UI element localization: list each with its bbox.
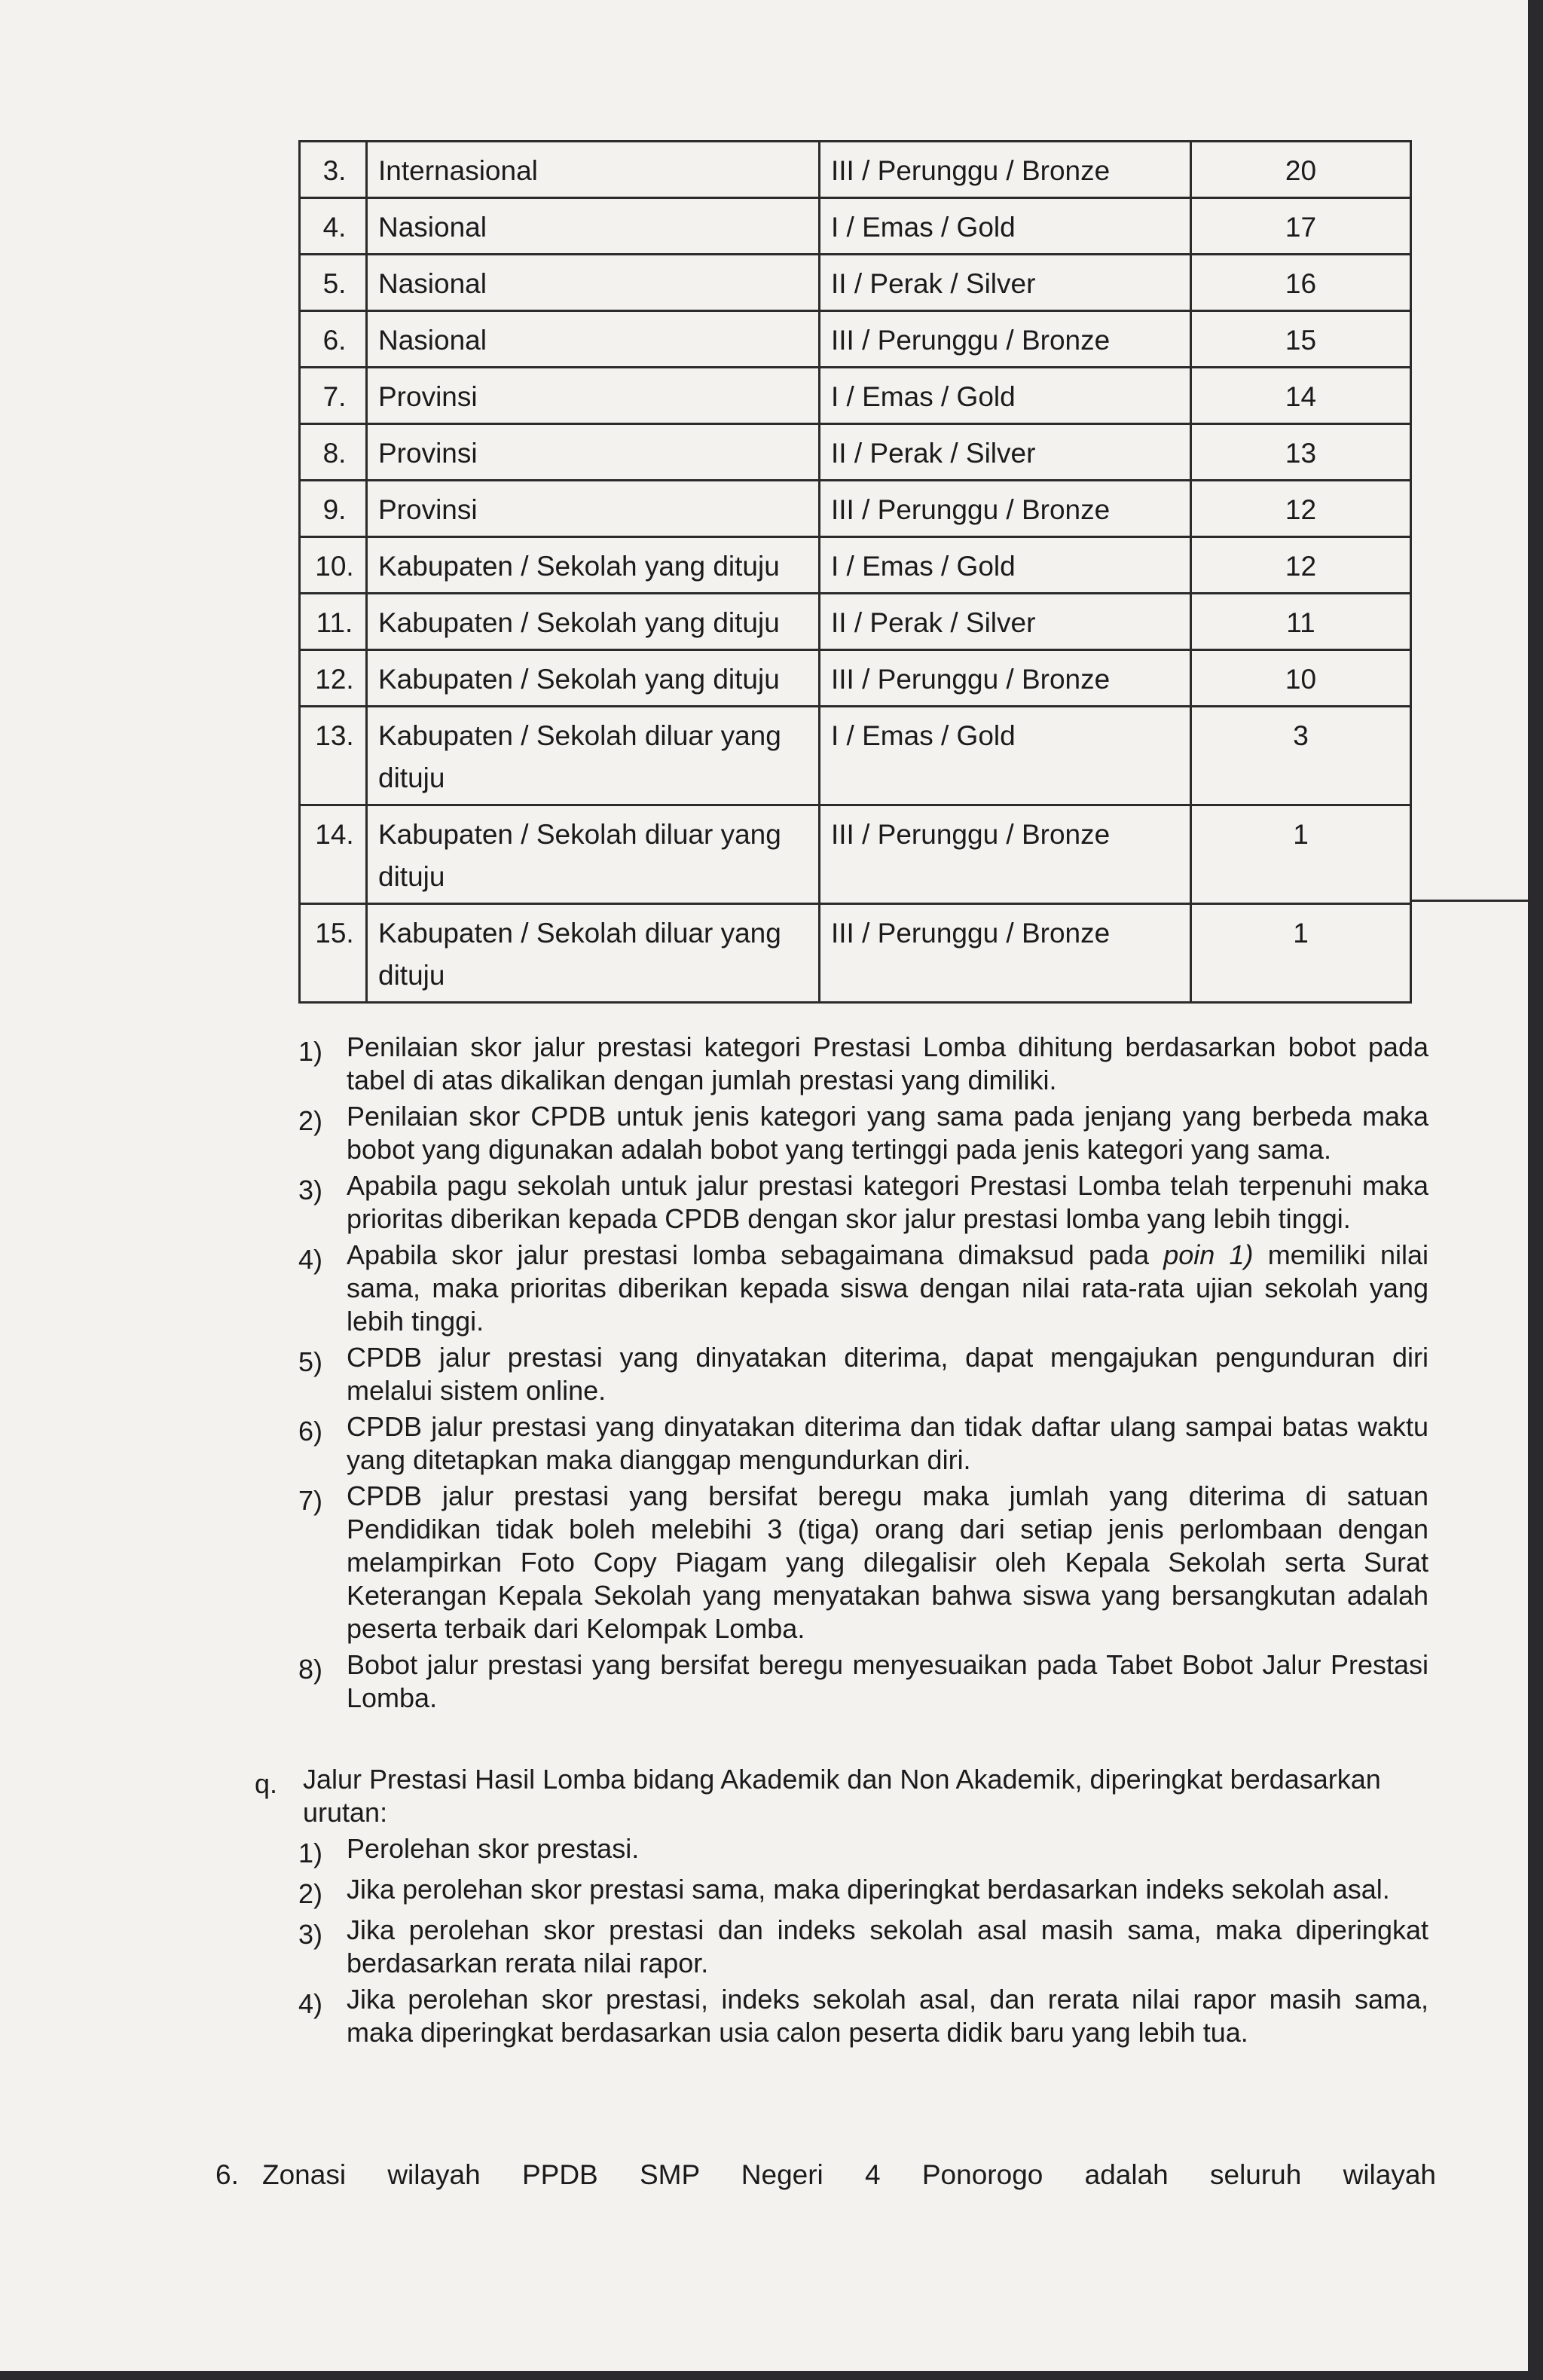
- list-item: [298, 1031, 1428, 1097]
- row-rank: I / Emas / Gold: [820, 198, 1191, 255]
- section-heading: [255, 1763, 1430, 1829]
- row-score: 16: [1191, 255, 1411, 311]
- row-level: Provinsi: [367, 368, 820, 424]
- section-letter: q.: [255, 1768, 278, 1799]
- row-level: Kabupaten / Sekolah diluar yang dituju: [367, 707, 820, 805]
- row-score: 13: [1191, 424, 1411, 481]
- row-number: 12.: [300, 650, 367, 707]
- list-number: 5): [298, 1346, 323, 1377]
- list-text: Jika perolehan skor prestasi sama, maka diperingkat berdasarkan indeks sekolah asal.: [347, 1874, 1390, 1905]
- table-row: [300, 424, 1411, 481]
- section-text: Jalur Prestasi Hasil Lomba bidang Akademik dan Non Akademik, diperingkat berdasarkan urutan:: [303, 1764, 1381, 1828]
- list-text: Perolehan skor prestasi.: [347, 1833, 640, 1864]
- row-number: 8.: [300, 424, 367, 481]
- list-text: Apabila pagu sekolah untuk jalur prestasi kategori Prestasi Lomba telah terpenuhi maka prioritas diberikan kepada CPDB dengan skor jalur prestasi lomba yang lebih tinggi.: [347, 1170, 1428, 1234]
- list-text: CPDB jalur prestasi yang dinyatakan diterima dan tidak daftar ulang sampai batas waktu yang ditetapkan maka dianggap mengundurkan diri.: [347, 1411, 1428, 1475]
- ranking-order-list: [298, 1832, 1428, 2049]
- list-item: [298, 1100, 1428, 1166]
- row-number: 15.: [300, 904, 367, 1003]
- list-item: [298, 1480, 1428, 1645]
- table-row: [300, 481, 1411, 537]
- row-rank: III / Perunggu / Bronze: [820, 904, 1191, 1003]
- row-rank: I / Emas / Gold: [820, 537, 1191, 594]
- table-border-extension: [1412, 900, 1528, 902]
- list-item: [298, 1341, 1428, 1407]
- row-score: 3: [1191, 707, 1411, 805]
- list-text: Penilaian skor jalur prestasi kategori Prestasi Lomba dihitung berdasarkan bobot pada tabel di atas dikalikan dengan jumlah prestasi yang dimiliki.: [347, 1031, 1428, 1095]
- list-number: 7): [298, 1485, 323, 1516]
- row-score: 17: [1191, 198, 1411, 255]
- row-score: 11: [1191, 594, 1411, 650]
- table-row: [300, 805, 1411, 904]
- list-text-part: memiliki nilai sama, maka prioritas diberikan kepada siswa dengan nilai rata-rata ujian sekolah yang lebih tinggi.: [347, 1239, 1428, 1337]
- table-row: [300, 594, 1411, 650]
- bobot-prestasi-table: [298, 140, 1412, 1004]
- list-number: 2): [298, 1105, 323, 1136]
- list-text: [347, 1239, 1428, 1338]
- row-score: 15: [1191, 311, 1411, 368]
- row-number: 10.: [300, 537, 367, 594]
- row-rank: I / Emas / Gold: [820, 368, 1191, 424]
- row-score: 20: [1191, 142, 1411, 198]
- row-number: 3.: [300, 142, 367, 198]
- row-score: 1: [1191, 805, 1411, 904]
- row-number: 4.: [300, 198, 367, 255]
- list-text: Jika perolehan skor prestasi, indeks sekolah asal, dan rerata nilai rapor masih sama, maka diperingkat berdasarkan usia calon peserta didik baru yang lebih tua.: [347, 1984, 1428, 2048]
- list-number: 8): [298, 1654, 323, 1685]
- row-rank: I / Emas / Gold: [820, 707, 1191, 805]
- row-level: Kabupaten / Sekolah yang dituju: [367, 650, 820, 707]
- row-level: Kabupaten / Sekolah diluar yang dituju: [367, 904, 820, 1003]
- item-number: 6.: [215, 2159, 239, 2190]
- row-number: 13.: [300, 707, 367, 805]
- row-rank: III / Perunggu / Bronze: [820, 481, 1191, 537]
- row-score: 10: [1191, 650, 1411, 707]
- notes-list: [298, 1031, 1428, 1718]
- row-number: 14.: [300, 805, 367, 904]
- list-text: Penilaian skor CPDB untuk jenis kategori yang sama pada jenjang yang berbeda maka bobot yang digunakan adalah bobot yang tertinggi pada jenis kategori yang sama.: [347, 1101, 1428, 1165]
- row-number: 11.: [300, 594, 367, 650]
- table-row: [300, 198, 1411, 255]
- row-level: Provinsi: [367, 481, 820, 537]
- row-level: Nasional: [367, 255, 820, 311]
- list-number: 2): [298, 1878, 323, 1909]
- item-6: [215, 2156, 1436, 2194]
- table-row: [300, 142, 1411, 198]
- list-text-part: Apabila skor jalur prestasi lomba sebagaimana dimaksud pada: [347, 1239, 1164, 1270]
- table-row: [300, 255, 1411, 311]
- list-item: [298, 1648, 1428, 1715]
- list-item: [298, 1832, 1428, 1870]
- list-number: 4): [298, 1988, 323, 2019]
- list-item: [298, 1873, 1428, 1911]
- row-score: 12: [1191, 481, 1411, 537]
- row-level: Internasional: [367, 142, 820, 198]
- list-item: [298, 1410, 1428, 1477]
- row-rank: III / Perunggu / Bronze: [820, 805, 1191, 904]
- row-score: 1: [1191, 904, 1411, 1003]
- row-rank: III / Perunggu / Bronze: [820, 142, 1191, 198]
- row-score: 14: [1191, 368, 1411, 424]
- list-text: Bobot jalur prestasi yang bersifat beregu menyesuaikan pada Tabet Bobot Jalur Prestasi Lomba.: [347, 1649, 1428, 1713]
- list-text-emphasis: poin 1): [1163, 1239, 1254, 1270]
- row-level: Kabupaten / Sekolah yang dituju: [367, 594, 820, 650]
- table-row: [300, 537, 1411, 594]
- row-number: 6.: [300, 311, 367, 368]
- row-number: 5.: [300, 255, 367, 311]
- row-number: 9.: [300, 481, 367, 537]
- table-row: [300, 368, 1411, 424]
- list-number: 4): [298, 1244, 323, 1275]
- row-level: Provinsi: [367, 424, 820, 481]
- scan-border-bottom: [0, 2371, 1543, 2380]
- section-q: [255, 1763, 1430, 2052]
- list-number: 1): [298, 1838, 323, 1868]
- row-level: Nasional: [367, 198, 820, 255]
- list-number: 1): [298, 1036, 323, 1067]
- list-item: [298, 1169, 1428, 1236]
- table-row: [300, 311, 1411, 368]
- row-rank: III / Perunggu / Bronze: [820, 650, 1191, 707]
- table-row: [300, 904, 1411, 1003]
- list-number: 6): [298, 1416, 323, 1447]
- list-item: [298, 1983, 1428, 2049]
- scan-border-right: [1528, 0, 1543, 2380]
- row-level: Kabupaten / Sekolah diluar yang dituju: [367, 805, 820, 904]
- list-text: CPDB jalur prestasi yang bersifat beregu maka jumlah yang diterima di satuan Pendidikan tidak boleh melebihi 3 (tiga) orang dari setiap jenis perlombaan dengan melampirkan Foto Copy Piagam yang dilegalisir oleh Kepala Sekolah serta Surat Keterangan Kepala Sekolah yang menyatakan bahwa siswa yang bersangkutan adalah peserta terbaik dari Kelompak Lomba.: [347, 1480, 1428, 1644]
- row-rank: II / Perak / Silver: [820, 424, 1191, 481]
- list-number: 3): [298, 1919, 323, 1950]
- row-score: 12: [1191, 537, 1411, 594]
- row-number: 7.: [300, 368, 367, 424]
- row-level: Kabupaten / Sekolah yang dituju: [367, 537, 820, 594]
- list-item: [298, 1239, 1428, 1338]
- row-rank: III / Perunggu / Bronze: [820, 311, 1191, 368]
- list-text: CPDB jalur prestasi yang dinyatakan diterima, dapat mengajukan pengunduran diri melalui sistem online.: [347, 1342, 1428, 1406]
- list-number: 3): [298, 1175, 323, 1205]
- item-text: Zonasi wilayah PPDB SMP Negeri 4 Ponorogo adalah seluruh wilayah: [262, 2159, 1436, 2190]
- table-row: [300, 707, 1411, 805]
- row-rank: II / Perak / Silver: [820, 594, 1191, 650]
- list-item: [298, 1914, 1428, 1980]
- table-row: [300, 650, 1411, 707]
- row-rank: II / Perak / Silver: [820, 255, 1191, 311]
- row-level: Nasional: [367, 311, 820, 368]
- list-text: Jika perolehan skor prestasi dan indeks sekolah asal masih sama, maka diperingkat berdasarkan rerata nilai rapor.: [347, 1914, 1428, 1978]
